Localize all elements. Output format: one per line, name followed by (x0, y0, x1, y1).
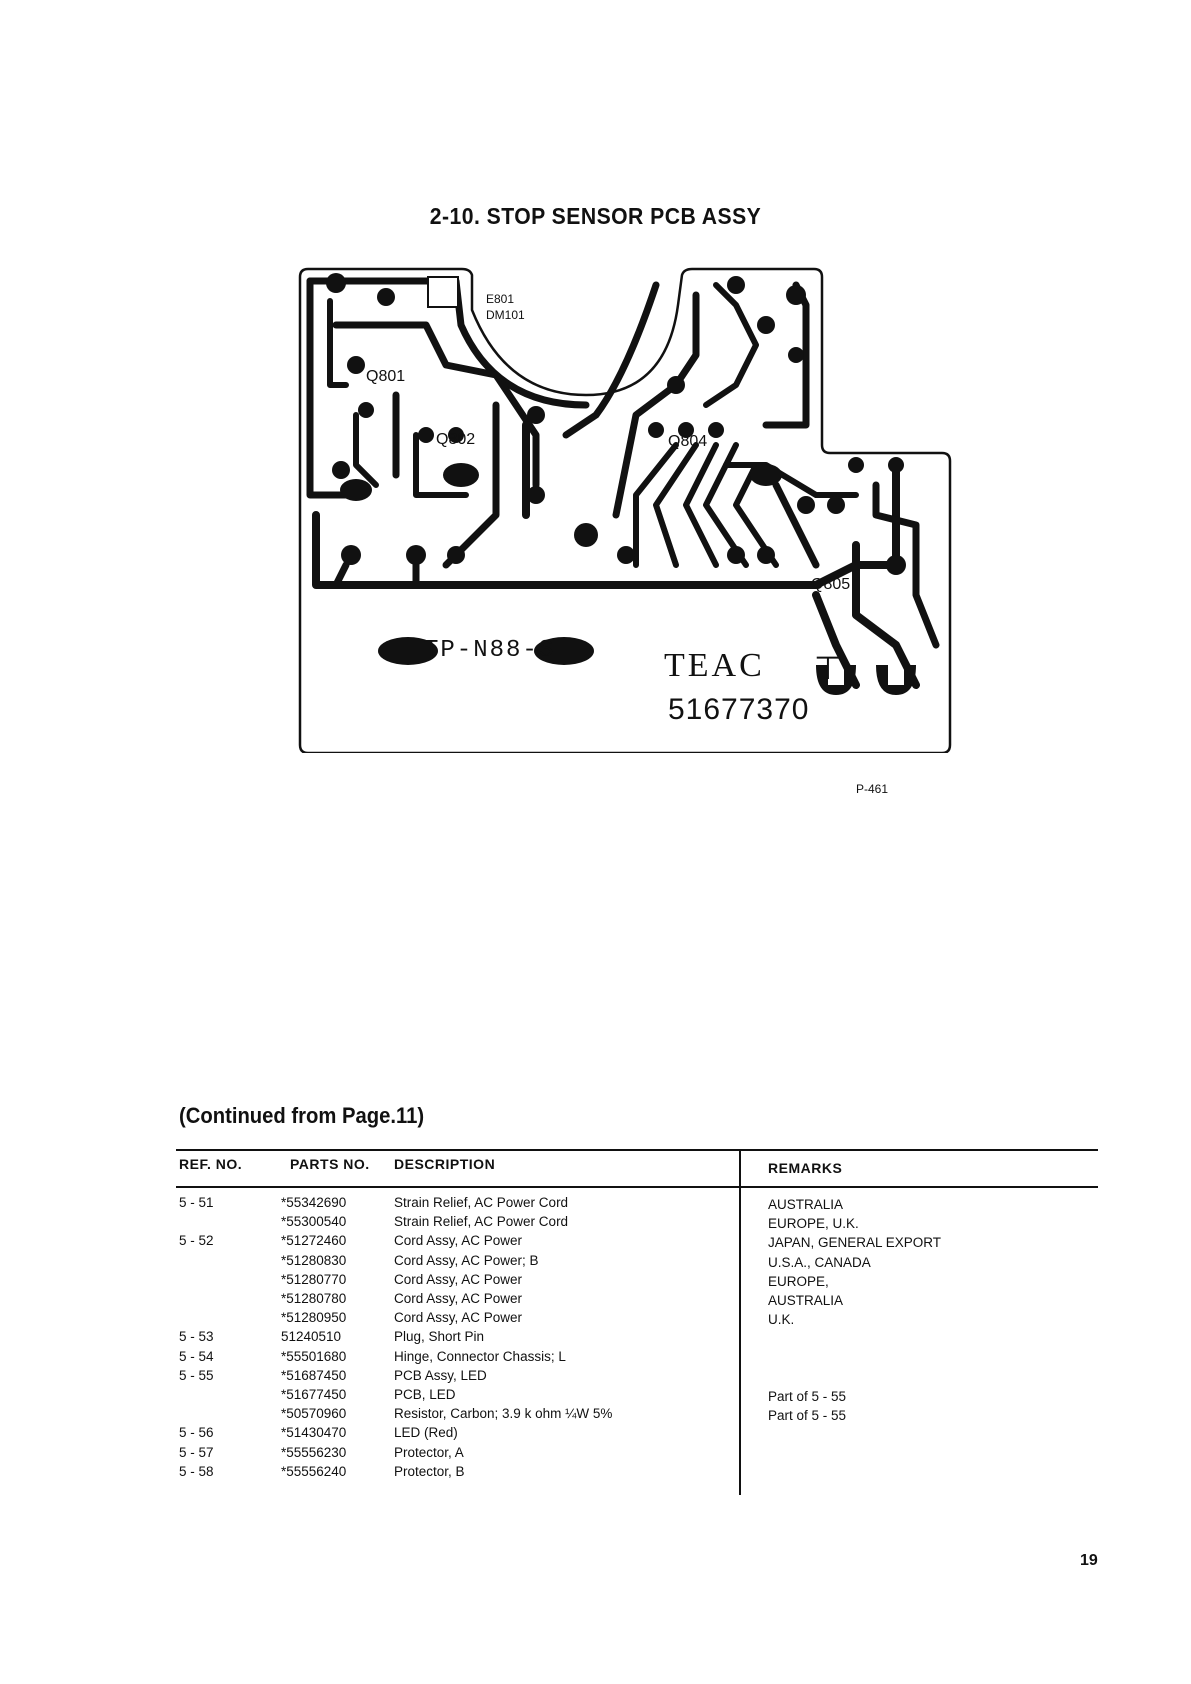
cell-ref-no: 5 - 57 (179, 1444, 214, 1460)
cell-description: Cord Assy, AC Power (394, 1291, 523, 1306)
label-q805: Q805 (811, 576, 851, 593)
cell-description: PCB Assy, LED (394, 1367, 487, 1383)
cell-parts-no: *55501680 (281, 1348, 347, 1364)
cell-ref-no: 5 - 52 (179, 1233, 214, 1249)
teac-logo-icon: ⊤ (814, 650, 842, 686)
table-column-divider (739, 1149, 741, 1495)
label-q802: Q802 (436, 431, 476, 448)
table-header-rule (176, 1186, 1098, 1188)
cell-parts-no: *51280950 (281, 1310, 347, 1326)
cell-parts-no: *51430470 (281, 1425, 347, 1441)
cell-parts-no: *51677450 (281, 1387, 347, 1402)
cell-description: Resistor, Carbon; 3.9 k ohm ¼W 5% (394, 1406, 613, 1422)
header-remarks: REMARKS (768, 1160, 843, 1176)
header-ref-no: REF. NO. (179, 1156, 243, 1172)
cell-description: PCB, LED (394, 1387, 456, 1402)
cell-description: Cord Assy, AC Power (394, 1271, 523, 1287)
cell-description: Cord Assy, AC Power (394, 1310, 523, 1326)
cell-parts-no: 51240510 (281, 1329, 342, 1345)
cell-ref-no: 5 - 55 (179, 1367, 214, 1383)
section-title: 2-10. STOP SENSOR PCB ASSY (429, 203, 762, 229)
cell-description: Plug, Short Pin (394, 1329, 485, 1345)
cell-description: LED (Red) (394, 1425, 458, 1441)
cell-parts-no: *51280770 (281, 1271, 347, 1287)
continued-heading: (Continued from Page.11) (179, 1103, 425, 1128)
cell-ref-no: 5 - 54 (179, 1348, 214, 1364)
cell-description: Cord Assy, AC Power; B (394, 1252, 539, 1268)
label-q804: Q804 (668, 433, 708, 450)
cell-parts-no: *55556240 (281, 1463, 347, 1479)
cell-remarks: EUROPE, (768, 1273, 829, 1289)
cell-ref-no: 5 - 58 (179, 1463, 214, 1479)
cell-parts-no: *55300540 (281, 1214, 347, 1230)
cell-description: Protector, B (394, 1463, 465, 1479)
cell-remarks: AUSTRALIA (768, 1197, 844, 1212)
cell-description: Strain Relief, AC Power Cord (394, 1214, 569, 1230)
header-description: DESCRIPTION (394, 1156, 496, 1172)
cell-ref-no: 5 - 56 (179, 1425, 214, 1441)
pcb-artwork (296, 265, 952, 753)
cell-parts-no: *51280780 (281, 1291, 347, 1306)
page-number: 19 (1080, 1552, 1098, 1569)
cell-ref-no: 5 - 53 (179, 1329, 214, 1345)
figure-code: P-461 (856, 782, 889, 796)
cell-description: Strain Relief, AC Power Cord (394, 1195, 569, 1210)
board-code: TP-N88-S (424, 637, 556, 664)
cell-description: Hinge, Connector Chassis; L (394, 1348, 566, 1364)
cell-remarks: U.K. (768, 1312, 795, 1328)
cell-remarks: Part of 5 - 55 (768, 1408, 847, 1424)
cell-parts-no: *50570960 (281, 1406, 347, 1422)
brand-label: TEAC (664, 647, 765, 684)
cell-parts-no: *51280830 (281, 1252, 347, 1268)
cell-remarks: EUROPE, U.K. (768, 1216, 859, 1232)
cell-remarks: U.S.A., CANADA (768, 1254, 871, 1270)
pcb-diagram (296, 265, 952, 753)
header-parts-no: PARTS NO. (290, 1156, 370, 1172)
cell-ref-no: 5 - 51 (179, 1195, 214, 1210)
cell-remarks: JAPAN, GENERAL EXPORT (768, 1235, 942, 1251)
cell-parts-no: *51272460 (281, 1233, 347, 1249)
cell-description: Protector, A (394, 1444, 464, 1460)
label-e801: E801 (486, 292, 515, 306)
label-q801: Q801 (366, 368, 406, 385)
cell-parts-no: *55342690 (281, 1195, 347, 1210)
table-top-rule (176, 1149, 1098, 1151)
pcb-part-number: 51677370 (668, 693, 810, 726)
cell-remarks: Part of 5 - 55 (768, 1389, 847, 1404)
cell-parts-no: *51687450 (281, 1367, 347, 1383)
label-dm101: DM101 (486, 308, 525, 322)
cell-description: Cord Assy, AC Power (394, 1233, 523, 1249)
cell-remarks: AUSTRALIA (768, 1293, 844, 1308)
cell-parts-no: *55556230 (281, 1444, 347, 1460)
